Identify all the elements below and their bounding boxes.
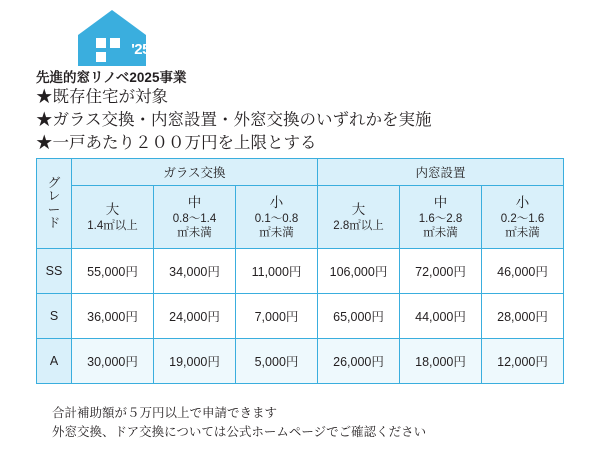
bullet-item: ★ガラス交換・内窓設置・外窓交換のいずれかを実施 <box>36 111 432 129</box>
table-cell: 26,000円 <box>318 339 400 384</box>
row-grade-label: S <box>37 294 72 339</box>
table-cell: 44,000円 <box>400 294 482 339</box>
size-label: 中 <box>433 194 448 210</box>
subsidy-table <box>36 158 564 384</box>
bullet-item: ★既存住宅が対象 <box>36 88 168 106</box>
table-cell: 72,000円 <box>400 249 482 294</box>
footnote-item: 外窓交換、ドア交換については公式ホームページでご確認ください <box>52 425 427 439</box>
table-cell: 19,000円 <box>154 339 236 384</box>
bullet-item: ★一戸あたり２００万円を上限とする <box>36 134 317 152</box>
size-header-inner-small <box>482 186 564 249</box>
size-header-glass-medium <box>154 186 236 249</box>
table-cell: 24,000円 <box>154 294 236 339</box>
table-cell: 12,000円 <box>482 339 564 384</box>
size-label: 小 <box>515 194 530 210</box>
grade-header-char: レ <box>47 189 61 203</box>
table-row <box>37 294 564 339</box>
table-row <box>37 249 564 294</box>
row-grade-label: A <box>37 339 72 384</box>
size-range: ㎡未満 <box>505 226 540 239</box>
size-label: 大 <box>105 201 120 217</box>
size-range: 0.1〜0.8 <box>254 212 299 225</box>
grade-header-char: ー <box>47 202 61 217</box>
table-header-size-row <box>37 186 564 249</box>
size-range: 2.8㎡以上 <box>333 219 384 232</box>
table-cell: 106,000円 <box>318 249 400 294</box>
table-cell: 7,000円 <box>236 294 318 339</box>
size-range: 0.2〜1.6 <box>500 212 545 225</box>
table-cell: 11,000円 <box>236 249 318 294</box>
table-cell: 36,000円 <box>72 294 154 339</box>
table-cell: 5,000円 <box>236 339 318 384</box>
size-header-glass-small <box>236 186 318 249</box>
grade-header-char: グ <box>47 175 61 190</box>
table-header-group-row <box>37 159 564 186</box>
logo-year-label: '25 <box>131 41 150 58</box>
size-label: 小 <box>269 194 284 210</box>
bullet-list <box>36 86 576 155</box>
grade-header-char: ド <box>47 216 61 230</box>
table-cell: 34,000円 <box>154 249 236 294</box>
size-label: 大 <box>351 201 366 217</box>
table-cell: 46,000円 <box>482 249 564 294</box>
size-label: 中 <box>187 194 202 210</box>
group-header-inner-window: 内窓設置 <box>318 159 564 186</box>
grade-column-header <box>37 159 72 249</box>
table-cell: 65,000円 <box>318 294 400 339</box>
group-header-glass: ガラス交換 <box>72 159 318 186</box>
table-row <box>37 339 564 384</box>
size-range: 0.8〜1.4 <box>172 212 217 225</box>
footnote-item: 合計補助額が５万円以上で申請できます <box>52 406 278 420</box>
size-header-inner-large <box>318 186 400 249</box>
size-range: 1.4㎡以上 <box>87 219 138 232</box>
size-header-inner-medium <box>400 186 482 249</box>
house-icon <box>76 8 148 68</box>
row-grade-label: SS <box>37 249 72 294</box>
size-header-glass-large <box>72 186 154 249</box>
size-range: 1.6〜2.8 <box>418 212 463 225</box>
size-range: ㎡未満 <box>177 226 212 239</box>
program-title: 先進的窓リノベ2025事業 <box>36 70 187 85</box>
table-cell: 28,000円 <box>482 294 564 339</box>
subsidy-table-container <box>36 158 564 384</box>
table-cell: 18,000円 <box>400 339 482 384</box>
table-cell: 55,000円 <box>72 249 154 294</box>
size-range: ㎡未満 <box>259 226 294 239</box>
program-logo <box>76 8 148 68</box>
size-range: ㎡未満 <box>423 226 458 239</box>
table-cell: 30,000円 <box>72 339 154 384</box>
footnote-list <box>52 404 592 442</box>
